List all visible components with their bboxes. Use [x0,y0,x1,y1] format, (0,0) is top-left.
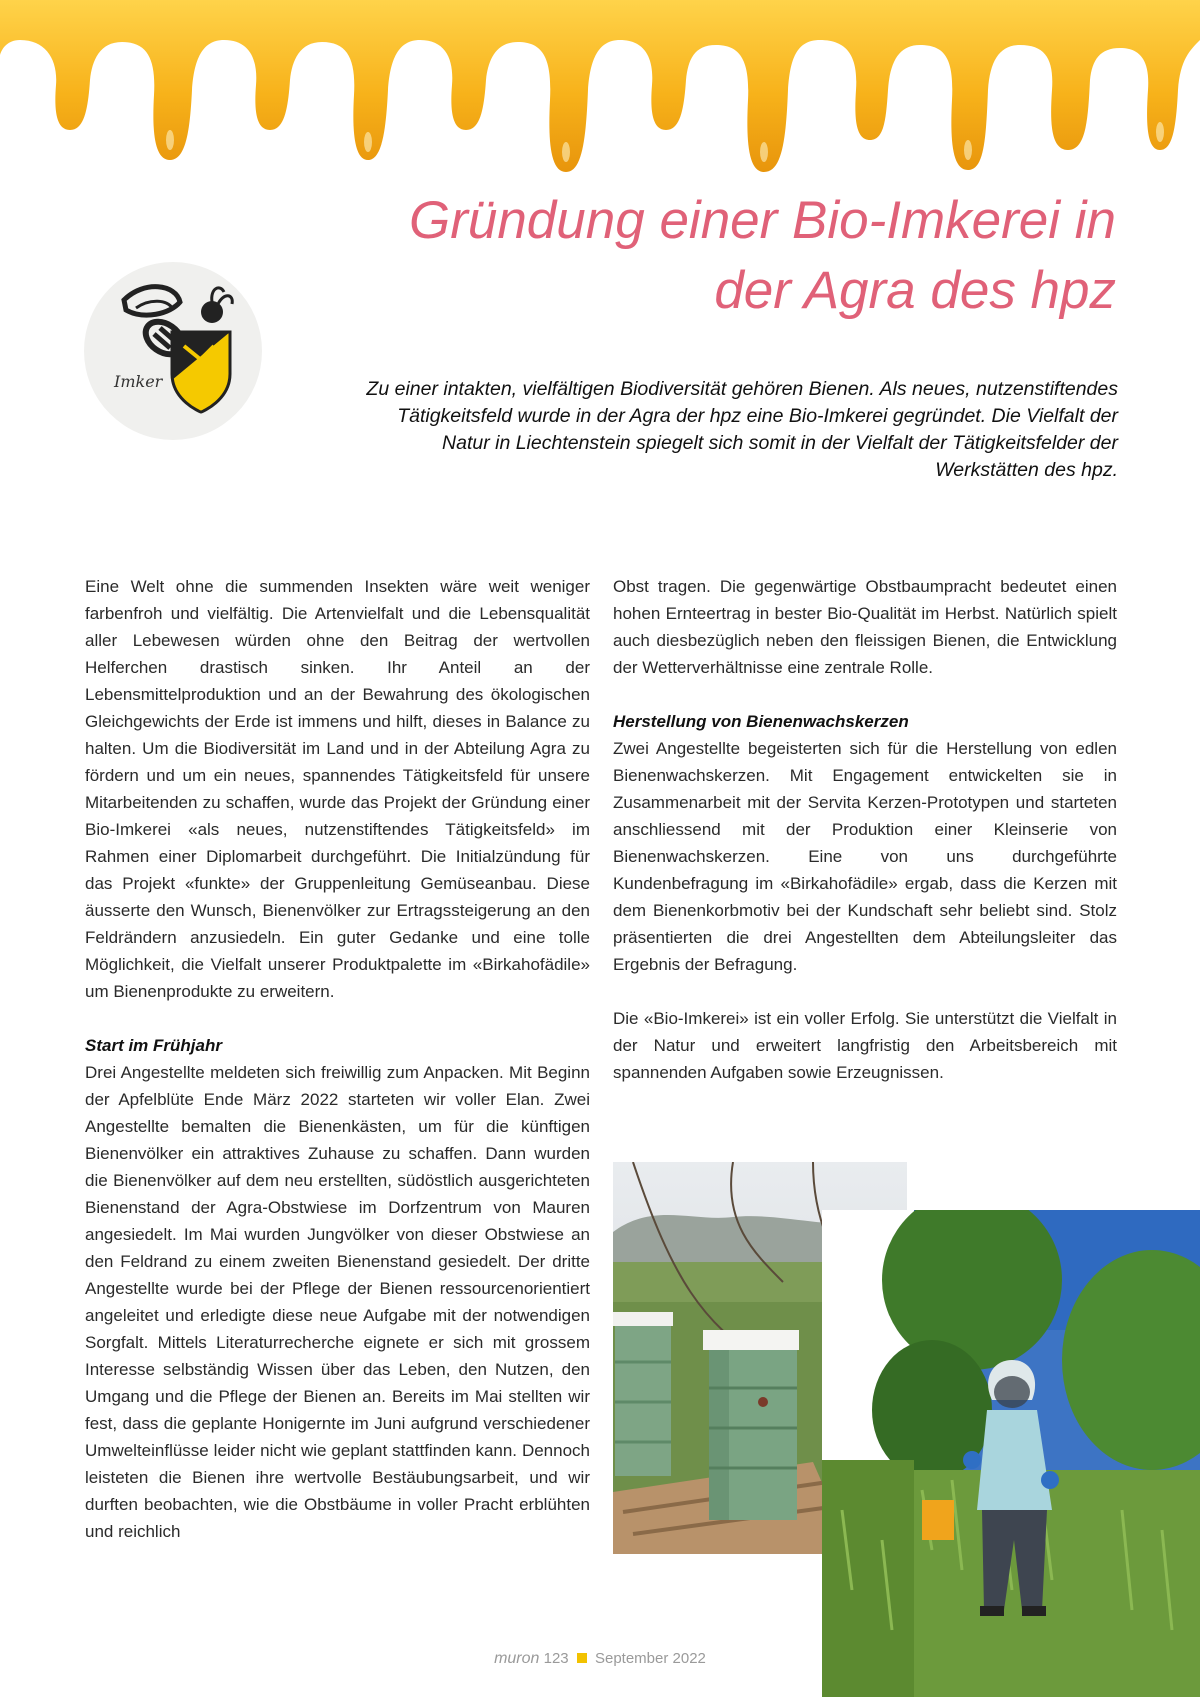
column-left [85,573,590,1545]
page-footer [0,1650,1200,1668]
footer-issue: 123 [543,1650,569,1667]
column-right [613,573,1117,1086]
footer-square-icon [577,1653,587,1663]
subheading-start: Start im Frühjahr [85,1036,222,1055]
title-line-2: der Agra des hpz [714,261,1116,320]
imker-logo [84,262,262,440]
logo-text: Imker [114,372,163,391]
paragraph-intro: Eine Welt ohne die summenden Insekten wäre weit weniger farbenfroh und vielfältig. Die Artenvielfalt und die Lebensqualität aller Lebewesen würden ohne den Beitrag der wertvollen Helferchen drastisch sinken. Ihr Anteil an der Lebensmittelproduktion und an der Bewahrung des ökologischen Gleichgewichts der Erde ist immens und hilft, dieses in Balance zu halten. Um die Biodiversität im Land und in der Abteilung Agra zu fördern und um ein neues, spannendes Tätigkeitsfeld für unsere Mitarbeitenden zu schaffen, wurde das Projekt der Gründung einer Bio-Imkerei «als neues, nutzenstiftendes Tätigkeitsfeld» im Rahmen einer Diplomarbeit durchgeführt. Die Initialzündung für das Projekt «funkte» der Gruppenleitung Gemüseanbau. Diese äusserte den Wunsch, Bienenvölker zur Ertragssteigerung an den Feldrändern anzusiedeln. Ein guter Gedanke und eine tolle Möglichkeit, die Vielfalt unserer Produktpalette im «Birkahofädile» um Bienenprodukte zu erweitern. [85,577,590,1001]
photo-beekeeper [822,1210,1200,1697]
title-line-1: Gründung einer Bio-Imkerei in [408,191,1116,250]
article-lead: Zu einer intakten, vielfältigen Biodiversität gehören Bienen. Als neues, nutzenstiftendes Tätigkeitsfeld wurde in der Agra der hpz eine Bio-Imkerei gegründet. Die Vielfalt der Natur in Liechtenstein spiegelt sich somit in der Vielfalt der Tätigkeitsfelder der Werkstätten des hpz. [366,378,1118,481]
paragraph-kerzen: Zwei Angestellte begeisterten sich für die Herstellung von edlen Bienenwachskerzen. Mit Engagement entwickelten sie in Zusammenarbeit mit der Servita Kerzen-Prototypen und starteten anschliessend mit der Produktion einer Kleinserie von Bienenwachskerzen. Eine von uns durchgeführte Kundenbefragung im «Birkahofädile» ergab, dass die Kerzen mit dem Bienenkorbmotiv bei der Kundschaft sehr beliebt sind. Stolz präsentierten die drei Angestellten dem Abteilungsleiter das Ergebnis der Befragung. [613,739,1117,974]
subheading-kerzen: Herstellung von Bienenwachskerzen [613,712,909,731]
article-title [296,186,1116,326]
footer-date: September 2022 [594,1650,706,1667]
paragraph-start: Drei Angestellte meldeten sich freiwillig zum Anpacken. Mit Beginn der Apfelblüte Ende März 2022 starteten wir voller Elan. Zwei Angestellte bemalten die Bienenkästen, um für die künftigen Bienenvölker ein attraktives Zuhause zu schaffen. Dann wurden die Bienenvölker auf dem neu erstellten, südöstlich ausgerichteten Bienenstand der Agra-Obstwiese im Dorfzentrum von Mauren angesiedelt. Im Mai wurden Jungvölker von dieser Obstwiese an den Feldrand zu einem zweiten Bienenstand gesiedelt. Der dritte Angestellte wurde bei der Pflege der Bienen ressourcenorientiert angeleitet und erledigte diese neue Aufgabe mit der notwendigen Sorgfalt. Mittels Literaturrecherche eignete er sich mit grossem Interesse selbständig Wissen über das Leben, den Nutzen, den Umgang und die Pflege der Bienen an. Bereits im Mai stellten wir fest, dass die geplante Honigernte im Juni aufgrund verschiedener Umwelteinflüsse leider nicht wie geplant stattfinden kann. Dennoch leisteten die Bienen ihre wertvolle Bestäubungsarbeit, und wir durften beobachten, wie die Obstbäume in voller Pracht erblühten und reichlich [85,1063,590,1541]
honey-drip-header [0,0,1200,180]
paragraph-continuation: Obst tragen. Die gegenwärtige Obstbaumpracht bedeutet einen hohen Ernteertrag in bester Bio-Qualität im Herbst. Natürlich spielt auch diesbezüglich neben den fleissigen Bienen, die Entwicklung der Wetterverhältnisse eine zentrale Rolle. [613,577,1117,677]
footer-brand: muron [494,1650,540,1667]
bee-shield-icon [84,262,262,440]
paragraph-conclusion: Die «Bio-Imkerei» ist ein voller Erfolg. Sie unterstützt die Vielfalt in der Natur und erweitert langfristig den Arbeitsbereich mit spannenden Aufgaben sowie Erzeugnissen. [613,1009,1117,1082]
